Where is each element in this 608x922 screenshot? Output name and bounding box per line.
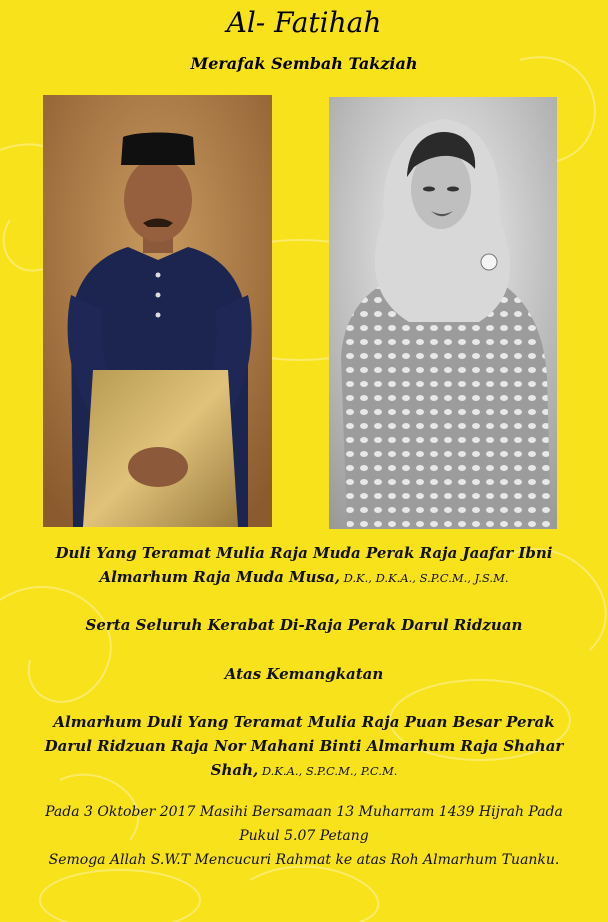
deceased-titles: D.K.A., S.P.C.M., P.C.M. xyxy=(258,764,398,778)
portrait-man-photo xyxy=(43,95,272,527)
deceased-line-1: Almarhum Duli Yang Teramat Mulia Raja Puan Besar Perak xyxy=(53,713,555,731)
sender-line-1: Duli Yang Teramat Mulia Raja Muda Perak Raja Jaafar Ibni xyxy=(55,544,553,562)
date-paragraph xyxy=(0,800,608,872)
sender-line-2: Almarhum Raja Muda Musa, xyxy=(99,568,340,586)
card-subtitle: Merafak Sembah Takziah xyxy=(190,54,418,73)
date-line-1: Pada 3 Oktober 2017 Masihi Bersamaan 13 Muharram 1439 Hijrah Pada xyxy=(45,804,563,820)
portrait-woman-photo xyxy=(329,97,557,529)
family-line: Serta Seluruh Kerabat Di-Raja Perak Darul Ridzuan xyxy=(85,616,523,634)
sender-paragraph xyxy=(0,541,608,590)
deceased-paragraph xyxy=(0,710,608,783)
atas-kemangkatan: Atas Kemangkatan xyxy=(224,665,384,683)
deceased-line-2: Darul Ridzuan Raja Nor Mahani Binti Almarhum Raja Shahar xyxy=(44,737,564,755)
deceased-line-3: Shah, xyxy=(210,761,259,779)
card-title: Al- Fatihah xyxy=(226,6,382,39)
date-line-2: Pukul 5.07 Petang xyxy=(239,828,369,844)
sender-titles: D.K., D.K.A., S.P.C.M., J.S.M. xyxy=(339,571,509,585)
prayer-line: Semoga Allah S.W.T Mencucuri Rahmat ke atas Roh Almarhum Tuanku. xyxy=(48,852,560,868)
